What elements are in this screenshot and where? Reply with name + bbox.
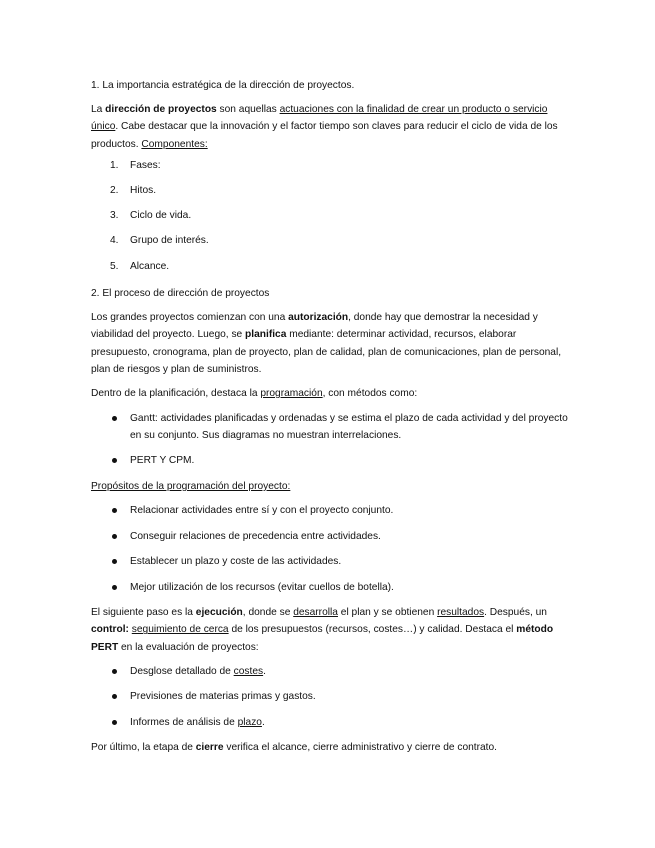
text-run: La — [91, 104, 106, 115]
bullet-icon — [112, 585, 117, 590]
bullet-icon — [112, 458, 117, 463]
text-run: en la evaluación de proyectos: — [118, 641, 259, 653]
list-item: Relacionar actividades entre sí y con el proyecto conjunto. — [130, 505, 394, 516]
bold-run: ejecución — [195, 607, 243, 618]
text-run: de los presupuestos (recursos, costes…) y calidad. Destaca el — [228, 624, 517, 636]
text-run: , donde se — [242, 607, 294, 618]
list-item: Mejor utilización de los recursos (evitar cuellos de botella). — [130, 582, 394, 593]
list-item: Grupo de interés. — [130, 235, 209, 246]
list-item — [130, 714, 570, 731]
text-run: , donde hay que demostrar la necesidad y viabilidad del proyecto. Luego, se — [91, 312, 538, 341]
paragraph-execution — [91, 604, 563, 656]
list-number: 5. — [110, 261, 119, 272]
bullet-icon — [112, 694, 117, 699]
bullet-icon — [112, 416, 117, 421]
components-label: Componentes: — [141, 138, 208, 150]
list-item: Fases: — [130, 160, 161, 171]
bold-run: control: — [91, 624, 129, 636]
list-number: 2. — [110, 185, 119, 196]
list-item: Conseguir relaciones de precedencia entre actividades. — [130, 531, 381, 542]
bullet-icon — [112, 508, 117, 513]
bullet-icon — [112, 559, 117, 564]
text-run: . Cabe destacar que la innovación y el factor tiempo son claves para reducir el ciclo de vida de los productos. — [91, 121, 558, 150]
heading-1: 1. La importancia estratégica de la dirección de proyectos. — [91, 80, 355, 91]
text-run: el plan y se obtienen — [337, 607, 438, 618]
text-run: Desglose detallado de — [130, 666, 234, 677]
list-item: Hitos. — [130, 185, 157, 196]
text-run: mediante: determinar actividad, recursos, elaborar presupuesto, cronograma, plan de proyecto, plan de calidad, plan de comunicaciones, plan de personal, plan de riesgos y plan de suministros. — [91, 329, 562, 375]
text-run: . Después, un — [484, 607, 547, 618]
paragraph-closing — [91, 739, 563, 756]
list-item: Gantt: actividades planificadas y ordenadas y se estima el plazo de cada actividad y del proyecto en su conjunto. Sus diagramas no muestran interrelaciones. — [130, 413, 568, 442]
list-number: 3. — [110, 210, 119, 221]
list-item: PERT Y CPM. — [130, 455, 195, 466]
text-run: verifica el alcance, cierre administrativo y cierre de contrato. — [223, 742, 498, 753]
list-number: 4. — [110, 235, 119, 246]
bold-run: cierre — [195, 742, 224, 753]
list-item — [130, 663, 570, 680]
bold-run: dirección de proyectos — [105, 104, 217, 115]
text-run: El siguiente paso es la — [91, 607, 196, 618]
underlined-run: seguimiento de cerca — [131, 624, 229, 636]
bullet-icon — [112, 669, 117, 674]
text-run: . — [261, 717, 265, 728]
list-item: Alcance. — [130, 261, 170, 272]
bullet-icon — [112, 534, 117, 539]
underlined-run: actuaciones con la finalidad de crear un producto o servicio único — [91, 104, 548, 133]
heading-2: 2. El proceso de dirección de proyectos — [91, 288, 270, 299]
list-number: 1. — [110, 160, 119, 171]
text-run: Por último, la etapa de — [91, 742, 196, 753]
text-run: Previsiones de materias primas y gastos. — [130, 691, 316, 702]
underlined-run: costes — [233, 666, 264, 677]
text-run: son aquellas — [216, 104, 280, 115]
text-run: . — [263, 666, 266, 677]
bold-run: planifica — [245, 329, 287, 341]
bold-run: método PERT — [91, 624, 554, 653]
underlined-run: plazo — [237, 717, 262, 728]
underlined-run: desarrolla — [293, 607, 338, 618]
bullet-icon — [112, 720, 117, 725]
text-run: , con métodos como: — [322, 388, 418, 399]
underlined-run: programación — [260, 388, 323, 399]
list-item: Establecer un plazo y coste de las actividades. — [130, 556, 342, 567]
list-item — [130, 688, 570, 705]
text-run: Los grandes proyectos comienzan con una — [91, 312, 289, 323]
paragraph-process — [91, 309, 563, 378]
purposes-title: Propósitos de la programación del proyecto: — [91, 481, 291, 492]
bold-run: autorización — [288, 312, 349, 323]
text-run: Dentro de la planificación, destaca la — [91, 388, 261, 399]
paragraph-planning — [91, 385, 563, 402]
paragraph-intro — [91, 101, 563, 153]
underlined-run: resultados — [437, 607, 485, 618]
list-item: Ciclo de vida. — [130, 210, 192, 221]
text-run: Informes de análisis de — [130, 717, 238, 728]
